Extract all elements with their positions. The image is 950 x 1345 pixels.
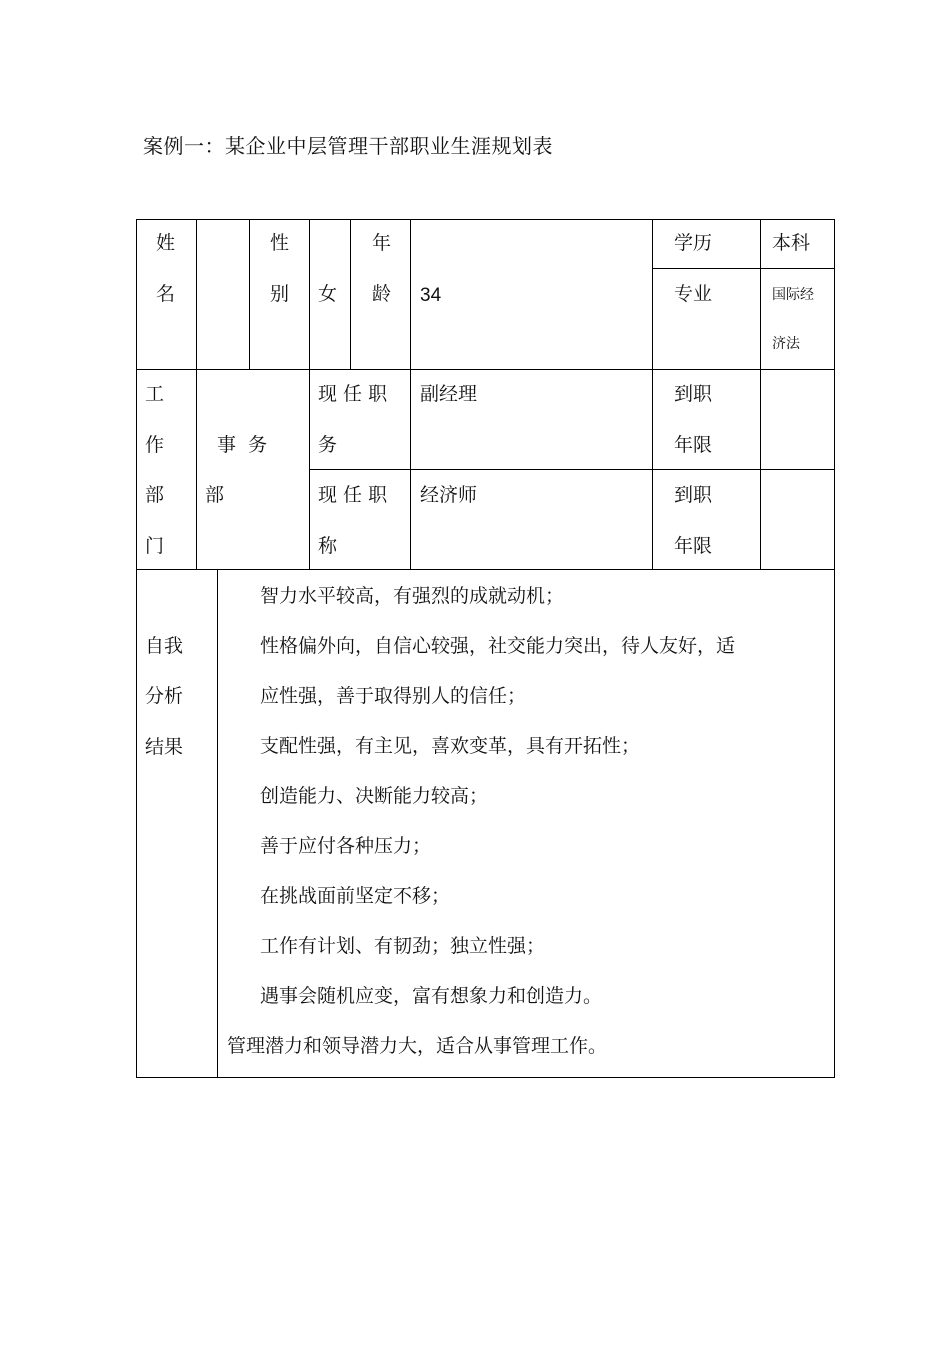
title-label: 称 [318, 535, 338, 557]
dept-value: 事 务 [217, 434, 268, 456]
major-value: 济法 [772, 336, 800, 352]
analysis-line: 工作有计划、有韧劲；独立性强； [260, 935, 546, 957]
analysis-line: 善于应付各种压力； [260, 835, 432, 857]
age-label: 年 [372, 232, 392, 254]
position-years-label: 到职 [674, 383, 713, 405]
analysis-line: 在挑战面前坚定不移； [260, 885, 451, 907]
gender-value: 女 [318, 283, 338, 305]
name-label: 名 [156, 283, 176, 305]
row1-vline-6 [652, 219, 653, 369]
position-years-label: 年限 [674, 434, 713, 456]
row2-vline-2 [309, 369, 310, 569]
dept-label: 作 [145, 434, 165, 456]
position-label: 现 任 职 [318, 383, 388, 405]
self-analysis-label: 自我 [145, 635, 184, 657]
age-value: 34 [420, 285, 442, 306]
page-title: 案例一：某企业中层管理干部职业生涯规划表 [143, 134, 553, 158]
dept-value: 部 [205, 484, 225, 506]
analysis-line: 应性强，善于取得别人的信任； [260, 685, 527, 707]
row1-vline-2 [249, 219, 250, 369]
row1-vline-1 [196, 219, 197, 369]
row1-bottom-line [136, 369, 835, 370]
title-label: 现 任 职 [318, 484, 388, 506]
dept-label: 部 [145, 484, 165, 506]
dept-label: 工 [145, 383, 165, 405]
self-analysis-label: 分析 [145, 685, 184, 707]
row1-vline-3 [309, 219, 310, 369]
row2-vline-5 [760, 369, 761, 569]
title-years-label: 到职 [674, 484, 713, 506]
gender-label: 别 [270, 283, 290, 305]
analysis-line: 支配性强，有主见，喜欢变革，具有开拓性； [260, 735, 641, 757]
row1-vline-7 [760, 219, 761, 369]
age-label: 龄 [372, 283, 392, 305]
row1-vline-4 [350, 219, 351, 369]
title-years-label: 年限 [674, 535, 713, 557]
row3-vline [217, 569, 218, 1078]
title-value: 经济师 [420, 484, 478, 506]
row2-vline-1 [196, 369, 197, 569]
dept-label: 门 [145, 535, 165, 557]
name-label: 姓 [156, 232, 176, 254]
analysis-line: 遇事会随机应变，富有想象力和创造力。 [260, 985, 603, 1007]
major-label: 专业 [674, 283, 713, 305]
row2-vline-4 [652, 369, 653, 569]
position-label: 务 [318, 434, 338, 456]
self-analysis-label: 结果 [145, 736, 184, 758]
gender-label: 性 [270, 232, 290, 254]
education-label: 学历 [674, 232, 713, 254]
major-value: 国际经 [772, 287, 814, 303]
row2a-bottom-line [309, 469, 835, 470]
education-value: 本科 [772, 232, 811, 254]
education-divider-line [652, 268, 835, 269]
row2-vline-3 [410, 369, 411, 569]
analysis-line: 创造能力、决断能力较高； [260, 785, 489, 807]
analysis-line: 智力水平较高，有强烈的成就动机； [260, 585, 565, 607]
row1-vline-5 [410, 219, 411, 369]
analysis-line: 性格偏外向，自信心较强，社交能力突出，待人友好，适 [260, 635, 736, 657]
analysis-conclusion: 管理潜力和领导潜力大，适合从事管理工作。 [227, 1035, 608, 1057]
row2-bottom-line [136, 569, 835, 570]
position-value: 副经理 [420, 383, 478, 405]
